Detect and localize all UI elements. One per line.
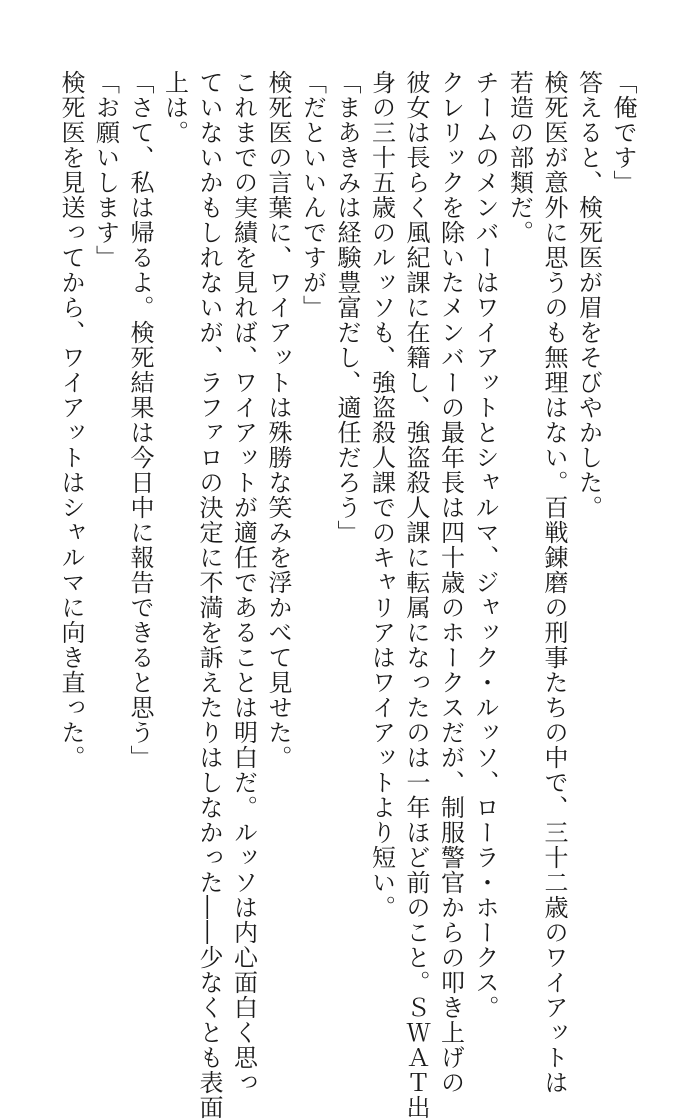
text-line: これまでの実績を見れば、ワイアットが適任であることは明白だ。ルッソは内心面白く思っ: [229, 70, 258, 1095]
text-line: 「さて、私は帰るよ。検死結果は今日中に報告できると思う」: [126, 70, 154, 770]
text-line: ていないかもしれないが、ラファロの決定に不満を訴えたりはしなかった――少なくとも表面: [195, 70, 223, 1120]
text-line: 「俺です」: [609, 70, 637, 195]
text-line: 「お願いします」: [91, 70, 120, 270]
text-line: 彼女は長らく風紀課に在籍し、強盗殺人課に転属になったのは一年ほど前のこと。ＳＷＡＴ出: [402, 70, 430, 1120]
text-line: 答えると、検死医が眉をそびやかした。: [574, 70, 603, 520]
text-line: 検死医の言葉に、ワイアットは殊勝な笑みを浮かべて見せた。: [264, 70, 292, 770]
text-line: 検死医を見送ってから、ワイアットはシャルマに向き直った。: [57, 70, 85, 770]
text-line: 「まあきみは経験豊富だし、適任だろう」: [333, 70, 361, 545]
text-line: 検死医が意外に思うのも無理はない。百戦錬磨の刑事たちの中で、三十二歳のワイアットは: [540, 70, 568, 1095]
text-line: 上は。: [160, 70, 189, 145]
text-line: チームのメンバーはワイアットとシャルマ、ジャック・ルッソ、ローラ・ホークス。: [471, 70, 499, 1020]
text-line: クレリックを除いたメンバーの最年長は四十歳のホークスだが、制服警官からの叩き上げの: [436, 70, 465, 1095]
text-line: 身の三十五歳のルッソも、強盗殺人課でのキャリアはワイアットより短い。: [367, 70, 396, 920]
text-line: 「だといいんですが」: [298, 70, 327, 320]
text-line: 若造の部類だ。: [505, 70, 534, 245]
vertical-text-body: [54, 70, 641, 1120]
